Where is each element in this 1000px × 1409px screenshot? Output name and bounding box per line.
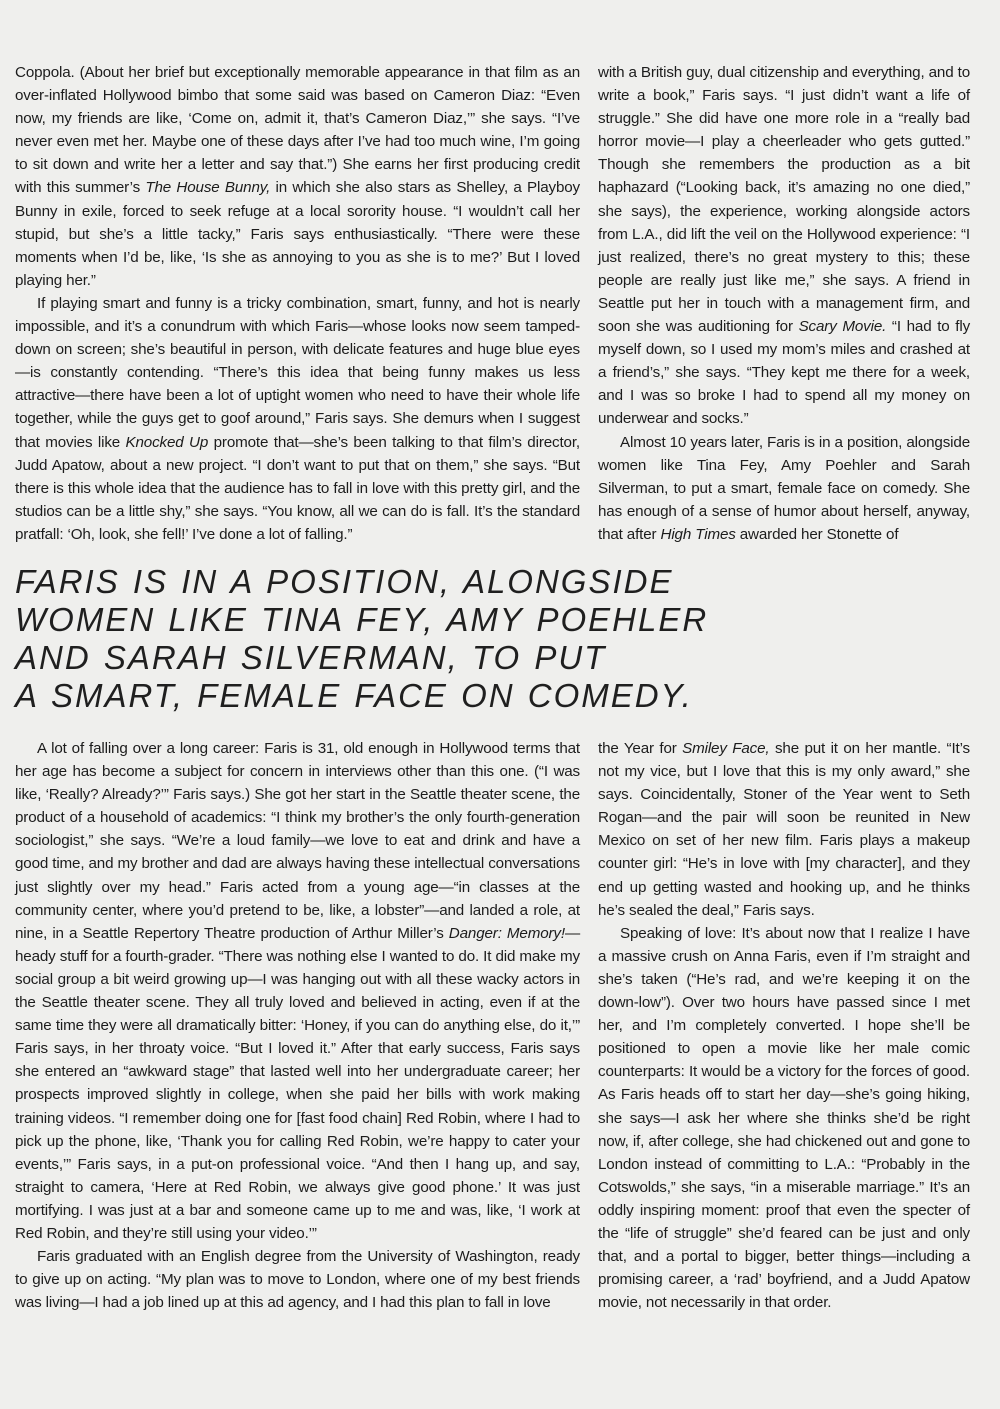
paragraph: If playing smart and funny is a tricky combination, smart, funny, and hot is nearly impossible, and it’s a conundrum with which Faris—whose looks now seem tamped-down on screen; she’s beautiful in person, with delicate features and huge blue eyes—is constantly contending. “There’s this idea that being funny makes us less attractive—there have been a lot of uptight women who need to have their whole life together, while the guys get to goof around,” Faris says. She demurs when I suggest that movies like Knocked Up promote that—she’s been talking to that film’s director, Judd Apatow, about a new project. “I don’t want to put that on them,” she says. “But there is this whole idea that the audience has to fall in love with this pretty girl, and the studios can be a little shy,” she says. “You know, all we can do is fall. It’s the standard pratfall: ‘Oh, look, she fell!’ I’ve done a lot of falling.” [15, 294, 580, 543]
paragraph: Faris graduated with an English degree from the University of Washington, ready to give up on acting. “My plan was to move to London, where one of my best friends was living—I had a job lined up at this ad agency, and I had this plan to fall in love [15, 1248, 580, 1312]
paragraph: the Year for Smiley Face, she put it on her mantle. “It’s not my vice, but I love that this is my only award,” she says. Coincidentally, Stoner of the Year went to Seth Rogan—and the pair will soon be reunited in New Mexico on set of her new film. Faris plays a makeup counter girl: “He’s in love with [my character], and they end up getting wasted and hooking up, and he thinks he’s sealed the deal,” Faris says. [598, 740, 970, 919]
article-column-bottom-right [598, 737, 970, 1314]
paragraph: with a British guy, dual citizenship and everything, and to write a book,” Faris says. “I just didn’t want a life of struggle.” She did have one more role in a “really bad horror movie—I play a cheerleader who gets gutted.” Though she remembers the production as a bit haphazard (“Looking back, it’s amazing no one died,” she says), the experience, working alongside actors from L.A., did lift the veil on the Hollywood experience: “I just realized, there’s no great mystery to this; these people are really just like me,” she says. A friend in Seattle put her in touch with a management firm, and soon she was auditioning for Scary Movie. “I had to fly myself down, so I used my mom’s miles and crashed at a friend’s,” she says. “They kept me there for a week, and I was so broke I had to spend all my money on underwear and socks.” [598, 64, 971, 428]
article-column-bottom-left [15, 737, 580, 1314]
article-column-top-left [15, 61, 580, 546]
pull-quote-line: A SMART, FEMALE FACE ON COMEDY. [15, 677, 693, 714]
paragraph: Speaking of love: It’s about now that I realize I have a massive crush on Anna Faris, even if I’m straight and she’s taken (“He’s rad, and we’re keeping it on the down-low”). Over two hours have passed since I met her, and I’m completely converted. I hope she’ll be positioned to open a movie like her male comic counterparts: It would be a victory for the forces of good. As Faris heads off to start her day—she’s going hiking, she says—I ask her where she thinks she’d be right now, if, after college, she had chickened out and gone to London instead of committing to L.A.: “Probably in the Cotswolds,” she says, “in a miserable marriage.” It’s an oddly inspiring moment: proof that even the specter of the “life of struggle” she’d feared can be just and only that, and a portal to bigger, better things—including a promising career, a ‘rad’ boyfriend, and a Judd Apatow movie, not necessarily in that order. [598, 924, 970, 1312]
paragraph: Coppola. (About her brief but exceptionally memorable appearance in that film as an over-inflated Hollywood bimbo that some said was based on Cameron Diaz: “Even now, my friends are like, ‘Come on, admit it, that’s Cameron Diaz,’” she says. “I’ve never even met her. Maybe one of these days after I’ve had too much wine, I’m going to sit down and write her a letter and say that.”) She earns her first producing credit with this summer’s The House Bunny, in which she also stars as Shelley, a Playboy Bunny in exile, forced to seek refuge at a local sorority house. “I wouldn’t call her stupid, but she’s a little tacky,” Faris says enthusiastically. “There were these moments when I’d be, like, ‘Is she as annoying to you as she is to me?’ But I loved playing her.” [15, 64, 580, 289]
pull-quote [15, 563, 990, 715]
pull-quote-line: AND SARAH SILVERMAN, TO PUT [15, 639, 607, 676]
paragraph: A lot of falling over a long career: Faris is 31, old enough in Hollywood terms that her age has become a subject for concern in interviews other than this one. (“I was like, ‘Really? Already?’” Faris says.) She got her start in the Seattle theater scene, the product of a household of academics: “I think my brother’s the only fourth-generation sociologist,” she says. “We’re a loud family—we love to eat and drink and have a good time, and my brother and dad are always having these intellectual conversations just slightly over my head.” Faris acted from a young age—“in classes at the community center, where you’d pretend to be, like, a lobster”—and landed a role, at nine, in a Seattle Repertory Theatre production of Arthur Miller’s Danger: Memory!—heady stuff for a fourth-grader. “There was nothing else I wanted to do. It did make my social group a bit weird growing up—I was hanging out with all these wacky actors in the Seattle theater scene. They all truly loved and believed in acting, even if at the same time they were all dramatically bitter: ‘Honey, if you can do anything else, do it,’” Faris says, in her throaty voice. “But I loved it.” After that early success, Faris says she entered an “awkward stage” that lasted well into her undergraduate career; her prospects improved slightly in college, when she paid her bills with work making training videos. “I remember doing one for [fast food chain] Red Robin, where I had to pick up the phone, like, ‘Thank you for calling Red Robin, we’re happy to cater your events,’” Faris says, in a put-on professional voice. “And then I hang up, and say, straight to camera, ‘Here at Red Robin, we always give good phone.’ It was just mortifying. I was just at a bar and someone came up to me and was, like, ‘I work at Red Robin, and they’re still using your video.’” [15, 740, 580, 1242]
pull-quote-line: WOMEN LIKE TINA FEY, AMY POEHLER [15, 601, 709, 638]
paragraph: Almost 10 years later, Faris is in a position, alongside women like Tina Fey, Amy Poehler and Sarah Silverman, to put a smart, female face on comedy. She has enough of a sense of humor about herself, anyway, that after High Times awarded her Stonette of [598, 433, 970, 543]
pull-quote-line: FARIS IS IN A POSITION, ALONGSIDE [15, 563, 674, 600]
article-column-top-right [598, 61, 970, 546]
